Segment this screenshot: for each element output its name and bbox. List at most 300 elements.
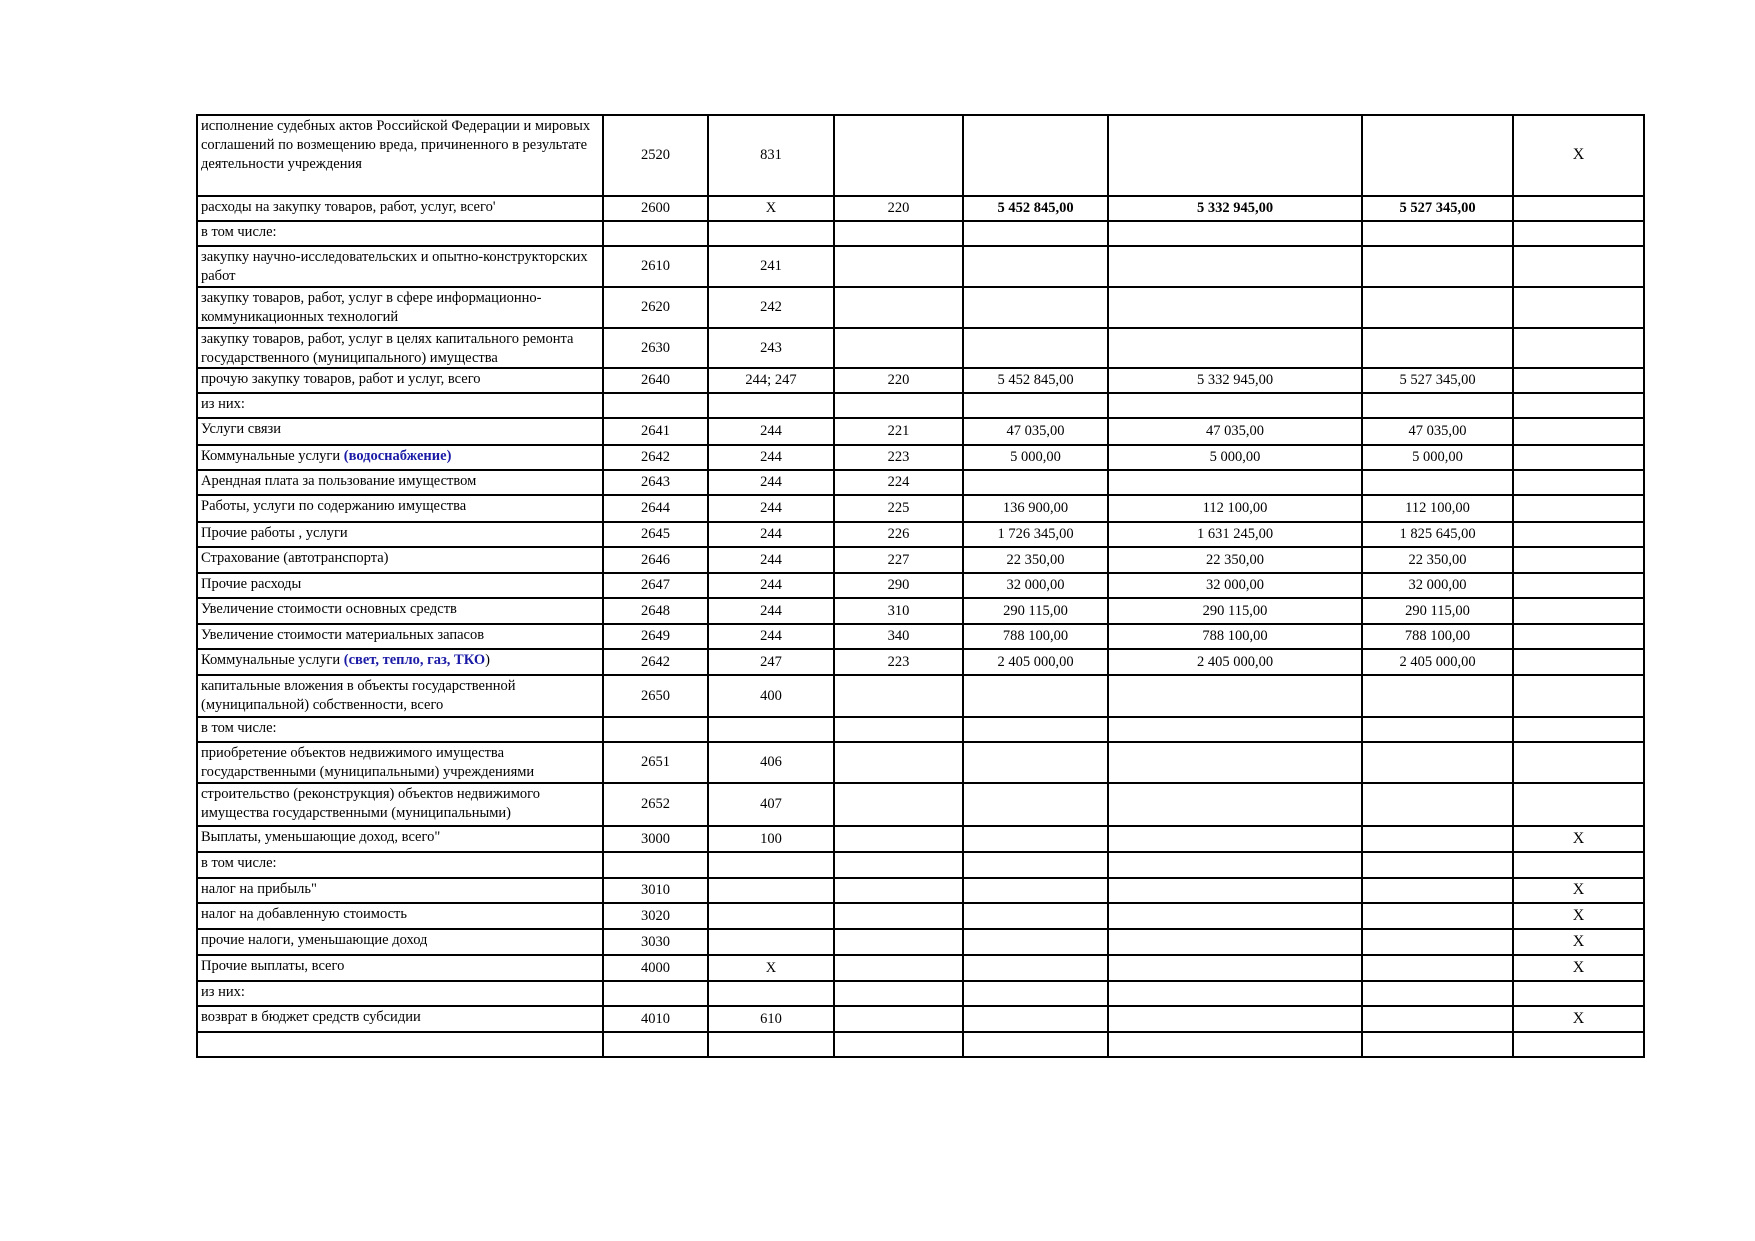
kosgu-code-cell — [834, 1006, 963, 1032]
amount-year2-cell: 5 332 945,00 — [1108, 368, 1362, 393]
amount-year1-cell: 22 350,00 — [963, 547, 1108, 573]
row-name: Прочие расходы — [201, 576, 302, 593]
amount-year3-cell — [1362, 742, 1513, 783]
kosgu-code-cell — [834, 783, 963, 826]
kbk-code-cell: 242 — [708, 287, 834, 328]
budget-expenses-table — [196, 114, 1645, 1058]
amount-year2-cell: 290 115,00 — [1108, 598, 1362, 624]
row-name: налог на прибыль" — [201, 881, 317, 898]
amount-year1-cell: 32 000,00 — [963, 573, 1108, 598]
line-code-cell: 2610 — [603, 246, 708, 287]
row-name-cell — [197, 1006, 603, 1032]
kbk-code-cell — [708, 981, 834, 1006]
x-mark-cell — [1513, 328, 1644, 369]
amount-year3-cell: 22 350,00 — [1362, 547, 1513, 573]
kosgu-code-cell — [834, 717, 963, 742]
kosgu-code-cell — [834, 287, 963, 328]
amount-year3-cell — [1362, 675, 1513, 717]
row-name: Арендная плата за пользование имуществом — [201, 473, 477, 490]
table-row — [197, 547, 1644, 573]
kosgu-code-cell — [834, 929, 963, 955]
amount-year2-cell: 32 000,00 — [1108, 573, 1362, 598]
amount-year1-cell — [963, 929, 1108, 955]
amount-year1-cell — [963, 246, 1108, 287]
row-name-cell — [197, 878, 603, 903]
amount-year1-cell — [963, 470, 1108, 495]
row-name-cell — [197, 196, 603, 221]
row-name-cell — [197, 287, 603, 328]
table-row — [197, 495, 1644, 522]
amount-year2-cell — [1108, 1006, 1362, 1032]
table-row — [197, 981, 1644, 1006]
row-name: возврат в бюджет средств субсидии — [201, 1009, 421, 1026]
kosgu-code-cell: 225 — [834, 495, 963, 522]
table-row — [197, 742, 1644, 783]
row-name: из них: — [201, 396, 245, 413]
table-row — [197, 522, 1644, 547]
kosgu-code-cell — [834, 1032, 963, 1057]
table-row — [197, 573, 1644, 598]
table-row — [197, 328, 1644, 369]
table-row — [197, 649, 1644, 675]
x-mark-cell — [1513, 393, 1644, 418]
amount-year1-cell — [963, 1006, 1108, 1032]
row-name-cell — [197, 1032, 603, 1057]
amount-year1-cell: 2 405 000,00 — [963, 649, 1108, 675]
amount-year1-cell — [963, 903, 1108, 929]
line-code-cell: 2600 — [603, 196, 708, 221]
kosgu-code-cell: 310 — [834, 598, 963, 624]
kbk-code-cell: 407 — [708, 783, 834, 826]
line-code-cell: 3030 — [603, 929, 708, 955]
kbk-code-cell — [708, 878, 834, 903]
x-mark-cell: X — [1513, 1006, 1644, 1032]
row-name: Прочие выплаты, всего — [201, 958, 345, 975]
row-name-cell — [197, 495, 603, 522]
table-row — [197, 1032, 1644, 1057]
amount-year1-cell: 136 900,00 — [963, 495, 1108, 522]
x-mark-cell — [1513, 287, 1644, 328]
row-name-tail: ) — [485, 652, 490, 669]
kbk-code-cell: 244; 247 — [708, 368, 834, 393]
kosgu-code-cell: 226 — [834, 522, 963, 547]
table-row — [197, 246, 1644, 287]
amount-year2-cell — [1108, 328, 1362, 369]
table-row — [197, 955, 1644, 981]
x-mark-cell — [1513, 445, 1644, 470]
amount-year2-cell — [1108, 955, 1362, 981]
amount-year1-cell — [963, 878, 1108, 903]
x-mark-cell — [1513, 418, 1644, 445]
x-mark-cell — [1513, 573, 1644, 598]
kbk-code-cell — [708, 903, 834, 929]
kosgu-code-cell — [834, 115, 963, 196]
amount-year3-cell — [1362, 246, 1513, 287]
row-name-cell — [197, 742, 603, 783]
table-row — [197, 598, 1644, 624]
line-code-cell: 2620 — [603, 287, 708, 328]
kbk-code-cell: 100 — [708, 826, 834, 852]
amount-year1-cell: 5 452 845,00 — [963, 196, 1108, 221]
x-mark-cell — [1513, 598, 1644, 624]
kosgu-code-cell — [834, 328, 963, 369]
row-name-highlight: (свет, тепло, газ, ТКО — [343, 652, 486, 669]
row-name-cell — [197, 573, 603, 598]
amount-year2-cell — [1108, 675, 1362, 717]
amount-year2-cell — [1108, 287, 1362, 328]
kbk-code-cell: 244 — [708, 624, 834, 649]
amount-year2-cell — [1108, 1032, 1362, 1057]
kosgu-code-cell — [834, 852, 963, 878]
amount-year3-cell — [1362, 783, 1513, 826]
amount-year2-cell: 788 100,00 — [1108, 624, 1362, 649]
line-code-cell — [603, 717, 708, 742]
row-name: налог на добавленную стоимость — [201, 906, 407, 923]
x-mark-cell: X — [1513, 826, 1644, 852]
x-mark-cell: X — [1513, 955, 1644, 981]
row-name-cell — [197, 445, 603, 470]
amount-year2-cell — [1108, 246, 1362, 287]
kbk-code-cell: 244 — [708, 495, 834, 522]
x-mark-cell — [1513, 522, 1644, 547]
kbk-code-cell: 244 — [708, 573, 834, 598]
line-code-cell: 2648 — [603, 598, 708, 624]
kbk-code-cell: 244 — [708, 598, 834, 624]
x-mark-cell — [1513, 196, 1644, 221]
row-name: из них: — [201, 984, 245, 1001]
table-row — [197, 368, 1644, 393]
kosgu-code-cell — [834, 393, 963, 418]
amount-year2-cell — [1108, 783, 1362, 826]
amount-year1-cell: 47 035,00 — [963, 418, 1108, 445]
line-code-cell: 3020 — [603, 903, 708, 929]
row-name-cell — [197, 717, 603, 742]
row-name-cell — [197, 903, 603, 929]
amount-year3-cell — [1362, 328, 1513, 369]
row-name: Страхование (автотранспорта) — [201, 550, 389, 567]
kbk-code-cell — [708, 1032, 834, 1057]
amount-year3-cell: 32 000,00 — [1362, 573, 1513, 598]
kosgu-code-cell — [834, 826, 963, 852]
row-name: прочую закупку товаров, работ и услуг, всего — [201, 371, 481, 388]
kosgu-code-cell — [834, 981, 963, 1006]
line-code-cell: 3010 — [603, 878, 708, 903]
line-code-cell — [603, 981, 708, 1006]
row-name-cell — [197, 929, 603, 955]
kosgu-code-cell: 221 — [834, 418, 963, 445]
row-name-cell — [197, 115, 603, 196]
row-name: приобретение объектов недвижимого имущества государственными (муниципальными) учреждениями — [201, 745, 535, 781]
line-code-cell: 2652 — [603, 783, 708, 826]
kosgu-code-cell — [834, 903, 963, 929]
amount-year3-cell — [1362, 981, 1513, 1006]
kbk-code-cell — [708, 852, 834, 878]
amount-year3-cell — [1362, 1006, 1513, 1032]
row-name-cell — [197, 470, 603, 495]
amount-year3-cell — [1362, 903, 1513, 929]
row-name-cell — [197, 393, 603, 418]
x-mark-cell — [1513, 624, 1644, 649]
amount-year2-cell — [1108, 878, 1362, 903]
amount-year2-cell — [1108, 115, 1362, 196]
row-name-cell — [197, 598, 603, 624]
x-mark-cell — [1513, 717, 1644, 742]
x-mark-cell — [1513, 852, 1644, 878]
amount-year3-cell: 5 000,00 — [1362, 445, 1513, 470]
row-name: Увеличение стоимости материальных запасов — [201, 627, 485, 644]
row-name-cell — [197, 981, 603, 1006]
kosgu-code-cell — [834, 675, 963, 717]
x-mark-cell — [1513, 981, 1644, 1006]
x-mark-cell: X — [1513, 929, 1644, 955]
kosgu-code-cell: 220 — [834, 368, 963, 393]
amount-year3-cell: 290 115,00 — [1362, 598, 1513, 624]
kbk-code-cell: 244 — [708, 418, 834, 445]
line-code-cell: 2520 — [603, 115, 708, 196]
table-row — [197, 445, 1644, 470]
amount-year2-cell — [1108, 221, 1362, 246]
line-code-cell — [603, 393, 708, 418]
amount-year2-cell — [1108, 852, 1362, 878]
amount-year1-cell — [963, 981, 1108, 1006]
amount-year3-cell: 5 527 345,00 — [1362, 196, 1513, 221]
line-code-cell: 2650 — [603, 675, 708, 717]
kosgu-code-cell — [834, 878, 963, 903]
line-code-cell: 4010 — [603, 1006, 708, 1032]
x-mark-cell: X — [1513, 115, 1644, 196]
x-mark-cell — [1513, 783, 1644, 826]
amount-year3-cell — [1362, 1032, 1513, 1057]
row-name-cell — [197, 368, 603, 393]
amount-year1-cell — [963, 826, 1108, 852]
table-row — [197, 1006, 1644, 1032]
kbk-code-cell: 831 — [708, 115, 834, 196]
row-name-cell — [197, 624, 603, 649]
kosgu-code-cell — [834, 246, 963, 287]
amount-year3-cell — [1362, 852, 1513, 878]
amount-year3-cell: 1 825 645,00 — [1362, 522, 1513, 547]
amount-year2-cell: 5 332 945,00 — [1108, 196, 1362, 221]
line-code-cell: 2630 — [603, 328, 708, 369]
amount-year2-cell: 1 631 245,00 — [1108, 522, 1362, 547]
line-code-cell: 2651 — [603, 742, 708, 783]
line-code-cell: 2640 — [603, 368, 708, 393]
row-name: Прочие работы , услуги — [201, 525, 348, 542]
x-mark-cell — [1513, 368, 1644, 393]
x-mark-cell — [1513, 547, 1644, 573]
line-code-cell — [603, 1032, 708, 1057]
row-name: закупку товаров, работ, услуг в сфере информационно-коммуникационных технологий — [201, 290, 542, 325]
table-row — [197, 929, 1644, 955]
row-name-highlight: (водоснабжение) — [343, 448, 452, 465]
row-name-cell — [197, 328, 603, 369]
row-name: прочие налоги, уменьшающие доход — [201, 932, 428, 949]
line-code-cell: 2644 — [603, 495, 708, 522]
row-name-cell — [197, 675, 603, 717]
kbk-code-cell: 244 — [708, 522, 834, 547]
table-row — [197, 903, 1644, 929]
row-name: исполнение судебных актов Российской Федерации и мировых соглашений по возмещению вреда, причиненного в результате деятельности учреждения — [201, 118, 591, 172]
amount-year3-cell — [1362, 287, 1513, 328]
table-row — [197, 115, 1644, 196]
amount-year1-cell — [963, 287, 1108, 328]
amount-year3-cell: 2 405 000,00 — [1362, 649, 1513, 675]
kbk-code-cell: X — [708, 955, 834, 981]
x-mark-cell — [1513, 495, 1644, 522]
amount-year1-cell: 5 452 845,00 — [963, 368, 1108, 393]
row-name: Увеличение стоимости основных средств — [201, 601, 457, 618]
kbk-code-cell: 244 — [708, 445, 834, 470]
amount-year3-cell — [1362, 393, 1513, 418]
kbk-code-cell — [708, 221, 834, 246]
line-code-cell: 3000 — [603, 826, 708, 852]
row-name-cell — [197, 826, 603, 852]
table-row — [197, 826, 1644, 852]
amount-year1-cell — [963, 328, 1108, 369]
amount-year3-cell: 47 035,00 — [1362, 418, 1513, 445]
x-mark-cell — [1513, 470, 1644, 495]
amount-year3-cell — [1362, 826, 1513, 852]
kbk-code-cell: 400 — [708, 675, 834, 717]
line-code-cell: 2649 — [603, 624, 708, 649]
line-code-cell: 2643 — [603, 470, 708, 495]
row-name: строительство (реконструкция) объектов недвижимого имущества государственными (муниципальными) — [201, 786, 540, 822]
row-name: Услуги связи — [201, 421, 282, 438]
line-code-cell: 2647 — [603, 573, 708, 598]
row-name-cell — [197, 418, 603, 445]
kosgu-code-cell: 220 — [834, 196, 963, 221]
row-name-cell — [197, 246, 603, 287]
kosgu-code-cell — [834, 955, 963, 981]
line-code-cell: 4000 — [603, 955, 708, 981]
kbk-code-cell: 244 — [708, 547, 834, 573]
amount-year2-cell — [1108, 470, 1362, 495]
row-name: в том числе: — [201, 720, 277, 737]
kbk-code-cell: 610 — [708, 1006, 834, 1032]
amount-year3-cell: 5 527 345,00 — [1362, 368, 1513, 393]
amount-year1-cell — [963, 221, 1108, 246]
amount-year1-cell — [963, 852, 1108, 878]
amount-year1-cell: 5 000,00 — [963, 445, 1108, 470]
kbk-code-cell: 406 — [708, 742, 834, 783]
table-row — [197, 287, 1644, 328]
row-name: Работы, услуги по содержанию имущества — [201, 498, 467, 515]
line-code-cell — [603, 852, 708, 878]
amount-year2-cell: 112 100,00 — [1108, 495, 1362, 522]
amount-year2-cell — [1108, 826, 1362, 852]
kbk-code-cell — [708, 393, 834, 418]
table-row — [197, 221, 1644, 246]
amount-year3-cell — [1362, 221, 1513, 246]
amount-year3-cell — [1362, 878, 1513, 903]
row-name-cell — [197, 955, 603, 981]
amount-year2-cell — [1108, 903, 1362, 929]
line-code-cell: 2645 — [603, 522, 708, 547]
amount-year1-cell — [963, 742, 1108, 783]
table-row — [197, 878, 1644, 903]
row-name: в том числе: — [201, 855, 277, 872]
amount-year3-cell — [1362, 955, 1513, 981]
amount-year1-cell — [963, 115, 1108, 196]
amount-year1-cell: 290 115,00 — [963, 598, 1108, 624]
table-row — [197, 852, 1644, 878]
kosgu-code-cell — [834, 742, 963, 783]
amount-year2-cell — [1108, 717, 1362, 742]
row-name-cell — [197, 522, 603, 547]
x-mark-cell — [1513, 675, 1644, 717]
row-name: Коммунальные услуги — [201, 448, 344, 465]
amount-year3-cell — [1362, 929, 1513, 955]
kosgu-code-cell: 290 — [834, 573, 963, 598]
row-name-cell — [197, 547, 603, 573]
table-row — [197, 717, 1644, 742]
row-name: закупку научно-исследовательских и опытно-конструкторских работ — [201, 249, 588, 284]
amount-year3-cell — [1362, 717, 1513, 742]
kbk-code-cell: 243 — [708, 328, 834, 369]
kosgu-code-cell: 223 — [834, 649, 963, 675]
amount-year1-cell: 1 726 345,00 — [963, 522, 1108, 547]
kosgu-code-cell: 227 — [834, 547, 963, 573]
table-row — [197, 624, 1644, 649]
x-mark-cell — [1513, 742, 1644, 783]
line-code-cell: 2641 — [603, 418, 708, 445]
row-name-cell — [197, 852, 603, 878]
amount-year1-cell — [963, 1032, 1108, 1057]
kosgu-code-cell: 223 — [834, 445, 963, 470]
x-mark-cell — [1513, 649, 1644, 675]
amount-year2-cell — [1108, 742, 1362, 783]
row-name: расходы на закупку товаров, работ, услуг, всего' — [201, 199, 496, 215]
row-name: капитальные вложения в объекты государственной (муниципальной) собственности, всего — [201, 678, 516, 714]
amount-year2-cell: 2 405 000,00 — [1108, 649, 1362, 675]
amount-year2-cell: 22 350,00 — [1108, 547, 1362, 573]
amount-year3-cell: 112 100,00 — [1362, 495, 1513, 522]
line-code-cell — [603, 221, 708, 246]
x-mark-cell — [1513, 246, 1644, 287]
x-mark-cell — [1513, 1032, 1644, 1057]
amount-year2-cell: 47 035,00 — [1108, 418, 1362, 445]
kbk-code-cell — [708, 717, 834, 742]
kbk-code-cell: 244 — [708, 470, 834, 495]
line-code-cell: 2646 — [603, 547, 708, 573]
row-name: в том числе: — [201, 224, 277, 240]
row-name-cell — [197, 783, 603, 826]
amount-year3-cell: 788 100,00 — [1362, 624, 1513, 649]
table-row — [197, 470, 1644, 495]
amount-year3-cell — [1362, 470, 1513, 495]
table-row — [197, 418, 1644, 445]
row-name: закупку товаров, работ, услуг в целях капитального ремонта государственного (муниципального) имущества — [201, 330, 574, 366]
line-code-cell: 2642 — [603, 445, 708, 470]
amount-year1-cell — [963, 783, 1108, 826]
kosgu-code-cell: 224 — [834, 470, 963, 495]
amount-year1-cell — [963, 717, 1108, 742]
amount-year1-cell: 788 100,00 — [963, 624, 1108, 649]
x-mark-cell — [1513, 221, 1644, 246]
amount-year1-cell — [963, 675, 1108, 717]
amount-year2-cell: 5 000,00 — [1108, 445, 1362, 470]
table-row — [197, 393, 1644, 418]
amount-year1-cell — [963, 955, 1108, 981]
table-row — [197, 675, 1644, 717]
row-name-cell — [197, 221, 603, 246]
amount-year2-cell — [1108, 393, 1362, 418]
x-mark-cell: X — [1513, 903, 1644, 929]
amount-year2-cell — [1108, 981, 1362, 1006]
row-name: Выплаты, уменьшающие доход, всего" — [201, 829, 441, 846]
kosgu-code-cell: 340 — [834, 624, 963, 649]
row-name: Коммунальные услуги — [201, 652, 344, 669]
